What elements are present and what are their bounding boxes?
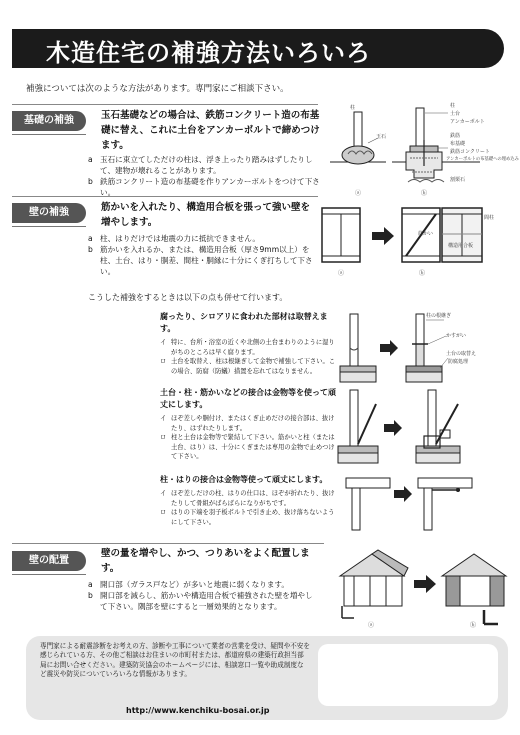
subsection-joint — [160, 387, 336, 473]
diagram-label: 柱 — [350, 105, 356, 111]
footer-panel — [26, 636, 508, 720]
section-tab-placement: 壁の配置 — [12, 551, 86, 571]
diagram-label: 防腐処理 — [448, 359, 469, 365]
diagram-label: 構造用合板 — [448, 243, 474, 249]
divider — [12, 196, 318, 197]
subsection-heading: 土台・柱・筋かいなどの接合は金物等を使って頑丈にします。 — [160, 388, 336, 409]
joint-illustration — [336, 386, 508, 466]
list-item: イ 特に、台所・浴室の近くや北側の土台まわりのように湿りがちのところは早く腐ります。 — [160, 339, 335, 356]
diagram-label: 玉石 — [376, 134, 387, 140]
diagram-label: アンカーボルトの布基礎への埋め込み — [446, 157, 519, 162]
beam-illustration — [336, 470, 508, 534]
footer-stamp-box — [318, 644, 498, 706]
list-item: ロ 柱と土台は金物等で緊結して下さい。筋かいと柱（または土台、はり）は、十分にくぎまたは専用の金物で止めつけて下さい。 — [160, 434, 335, 460]
section-heading-placement: 壁の量を増やし、かつ、つりあいをよく配置します。 — [101, 548, 310, 574]
subsection-heading: 柱・はりの接合は金物等使って頑丈にします。 — [160, 475, 328, 484]
page-title: 木造住宅の補強方法いろいろ — [46, 39, 371, 67]
section-heading-wall: 筋かいを入れたり、構造用合板を張って強い壁を増やします。 — [101, 202, 311, 228]
diagram-label: 間柱 — [484, 215, 495, 221]
list-item: a 柱、はりだけでは地震の力に抵抗できません。 — [88, 234, 260, 243]
list-item: a 玉石に束立てしただけの柱は、浮き上ったり踏みはずしたりして、建物が壊れることがあります。 — [88, 155, 313, 175]
subsection-decay — [160, 311, 336, 395]
diagram-marker: ⓑ — [470, 622, 477, 629]
list-item: b 鉄筋コンクリート造の布基礎を作りアンカーボルトをつけて下さい。 — [88, 177, 320, 197]
diagram-label: 鉄筋 — [450, 133, 461, 139]
diagram-marker: ⓐ — [338, 270, 345, 277]
diagram-label: 鉄筋コンクリート — [450, 149, 490, 155]
decay-diagram — [336, 308, 508, 384]
diagram-label: 土台の取替え — [446, 351, 477, 357]
section-items-placement — [88, 579, 320, 612]
diagram-label: 土台 — [450, 111, 461, 117]
divider — [12, 104, 318, 105]
section-tab-foundation: 基礎の補強 — [12, 111, 86, 131]
list-item: b 筋かいを入れるか、または、構造用合板（厚さ9mm以上）を柱、土台、はり・胴差、間柱・胴縁に十分にくぎ打ちして下さい。 — [88, 245, 313, 276]
diagram-marker: ⓐ — [355, 190, 362, 197]
list-item: イ ほぞ差しだけの柱、はりの仕口は、ほぞが折れたり、抜けたりして骨組がばらばらになりがちです。 — [160, 490, 335, 507]
also-note: こうした補強をするときは以下の点も併せて行います。 — [88, 293, 288, 302]
diagram-label: 布基礎 — [450, 141, 466, 147]
foundation-diagram — [330, 100, 519, 200]
section-items-foundation — [88, 154, 320, 198]
subsection-heading: 腐ったり、シロアリに食われた部材は取替えます。 — [160, 312, 328, 333]
diagram-label: 割栗石 — [450, 177, 466, 183]
diagram-label: 柱 — [450, 103, 456, 109]
placement-diagram — [332, 546, 508, 632]
diagram-marker: ⓐ — [368, 622, 375, 629]
wall-illustration — [318, 204, 508, 288]
list-item: ロ はりの下端を羽子板ボルトで引き止め、抜け落ちないようにして下さい。 — [160, 509, 335, 526]
wall-diagram — [318, 204, 508, 288]
beam-diagram — [336, 470, 508, 534]
diagram-marker: ⓑ — [421, 190, 428, 197]
diagram-label: かすがい — [446, 333, 467, 339]
section-items-wall — [88, 233, 320, 277]
subsection-beam — [160, 474, 336, 540]
diagram-label: 柱の根継ぎ — [426, 313, 452, 319]
diagram-label: アンカーボルト — [450, 119, 485, 125]
diagram-marker: ⓑ — [419, 270, 426, 277]
decay-illustration — [336, 308, 508, 384]
joint-diagram — [336, 386, 508, 466]
section-tab-wall: 壁の補強 — [12, 203, 86, 223]
section-heading-foundation: 玉石基礎などの場合は、鉄筋コンクリート造の布基礎に替え、これに土台をアンカーボルトで締めつけます。 — [101, 110, 320, 151]
footer-text: 専門家による耐震診断をお考えの方、診断や工事について業者の営業を受け、疑問や不安を感じられている方、その他ご相談はお住まいの市町村または、都道府県の建築行政担当部局にお問い合せください。建築防災協会のホームページには、相談窓口一覧や助成制度など震災や防災についていろいろな情報があります。 — [40, 642, 310, 679]
diagram-label: 筋かい — [418, 231, 434, 237]
divider — [12, 543, 324, 544]
title-bar — [12, 29, 504, 68]
list-item: a 開口部（ガラス戸など）が多いと地震に弱くなります。 — [88, 580, 290, 589]
footer-link[interactable]: http://www.kenchiku-bosai.or.jp — [126, 706, 270, 715]
list-item: ロ 土台を取替え、柱は根継ぎして金物で補強して下さい。この場合、防腐（防蟻）措置を忘れてはなりません。 — [160, 358, 336, 375]
placement-illustration — [332, 546, 508, 632]
list-item: イ ほぞ差しや胴付け、またはくぎ止めだけの接合部は、抜けたり、はずれたりします。 — [160, 415, 335, 432]
intro-text: 補強については次のような方法があります。専門家にご相談下さい。 — [26, 84, 289, 94]
list-item: b 開口部を減らし、筋かいや構造用合板で補強された壁を増やして下さい。隅部を壁にすると一層効果的となります。 — [88, 591, 313, 611]
